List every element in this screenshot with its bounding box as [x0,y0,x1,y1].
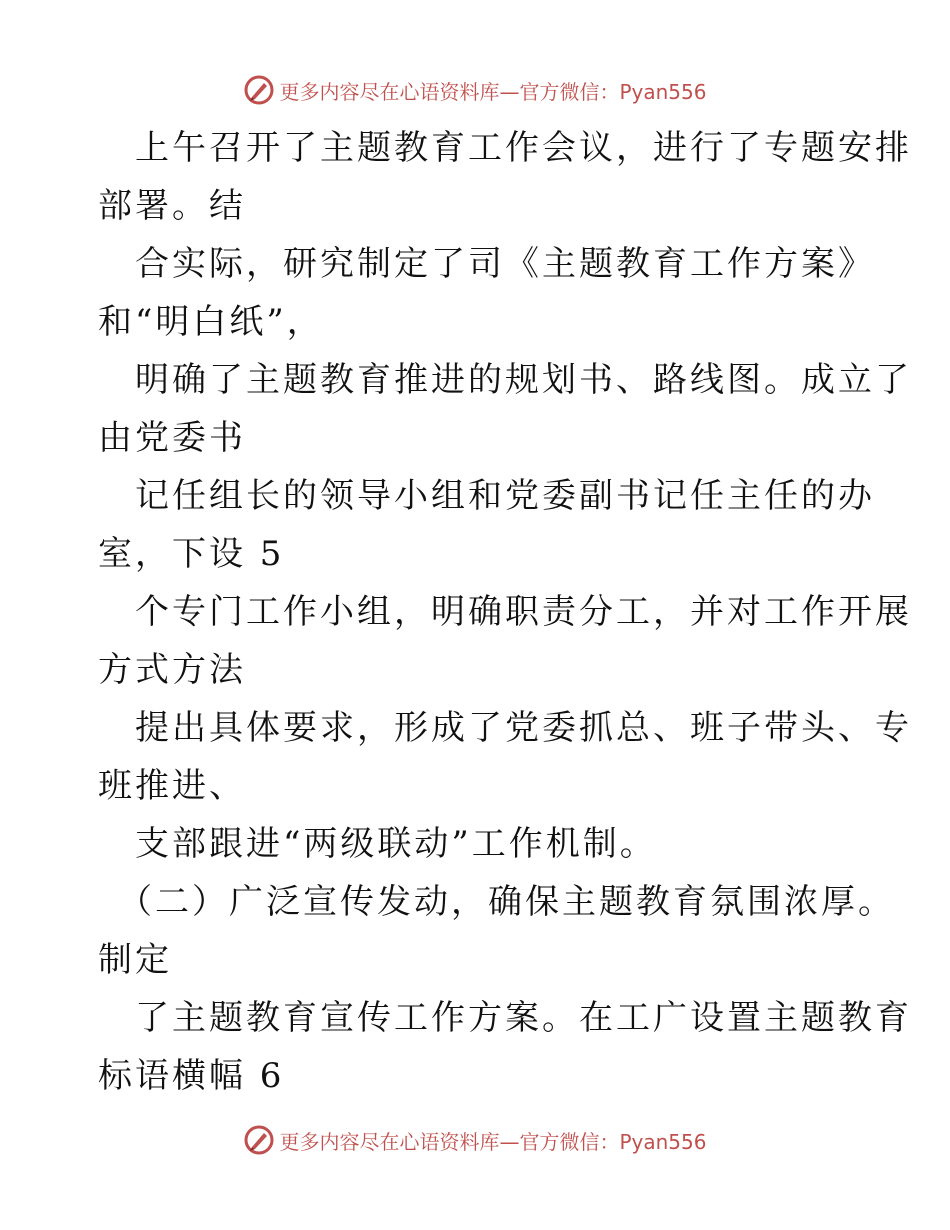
body-line: （二）广泛宣传发动，确保主题教育氛围浓厚。 [118,882,895,922]
body-line: 了主题教育宣传工作方案。在工广设置主题教育 [135,998,912,1038]
body-line: 标语横幅 6 [98,1056,285,1096]
watermark-text: 更多内容尽在心语资料库—官方微信：Pyan556 [279,1129,707,1154]
body-line: 室，下设 5 [98,534,285,574]
body-line: 部署。结 [98,186,246,226]
body-line: 和“明白纸”， [98,302,324,342]
body-line: 制定 [98,940,172,980]
pen-logo-icon [243,74,275,106]
body-line: 上午召开了主题教育工作会议，进行了专题安排 [135,128,912,168]
body-line: 方式方法 [98,650,246,690]
body-line: 支部跟进“两级联动”工作机制。 [135,824,657,864]
body-line: 合实际，研究制定了司《主题教育工作方案》 [135,244,875,284]
body-line: 明确了主题教育推进的规划书、路线图。成立了 [135,360,912,400]
body-line: 提出具体要求，形成了党委抓总、班子带头、专 [135,708,912,748]
watermark-text: 更多内容尽在心语资料库—官方微信：Pyan556 [279,79,707,104]
body-line: 个专门工作小组，明确职责分工，并对工作开展 [135,592,912,632]
header-watermark [0,70,950,110]
body-line: 班推进、 [98,766,246,806]
body-line: 记任组长的领导小组和党委副书记任主任的办 [135,476,875,516]
pen-logo-icon [243,1124,275,1156]
body-line: 由党委书 [98,418,246,458]
footer-watermark [0,1120,950,1160]
